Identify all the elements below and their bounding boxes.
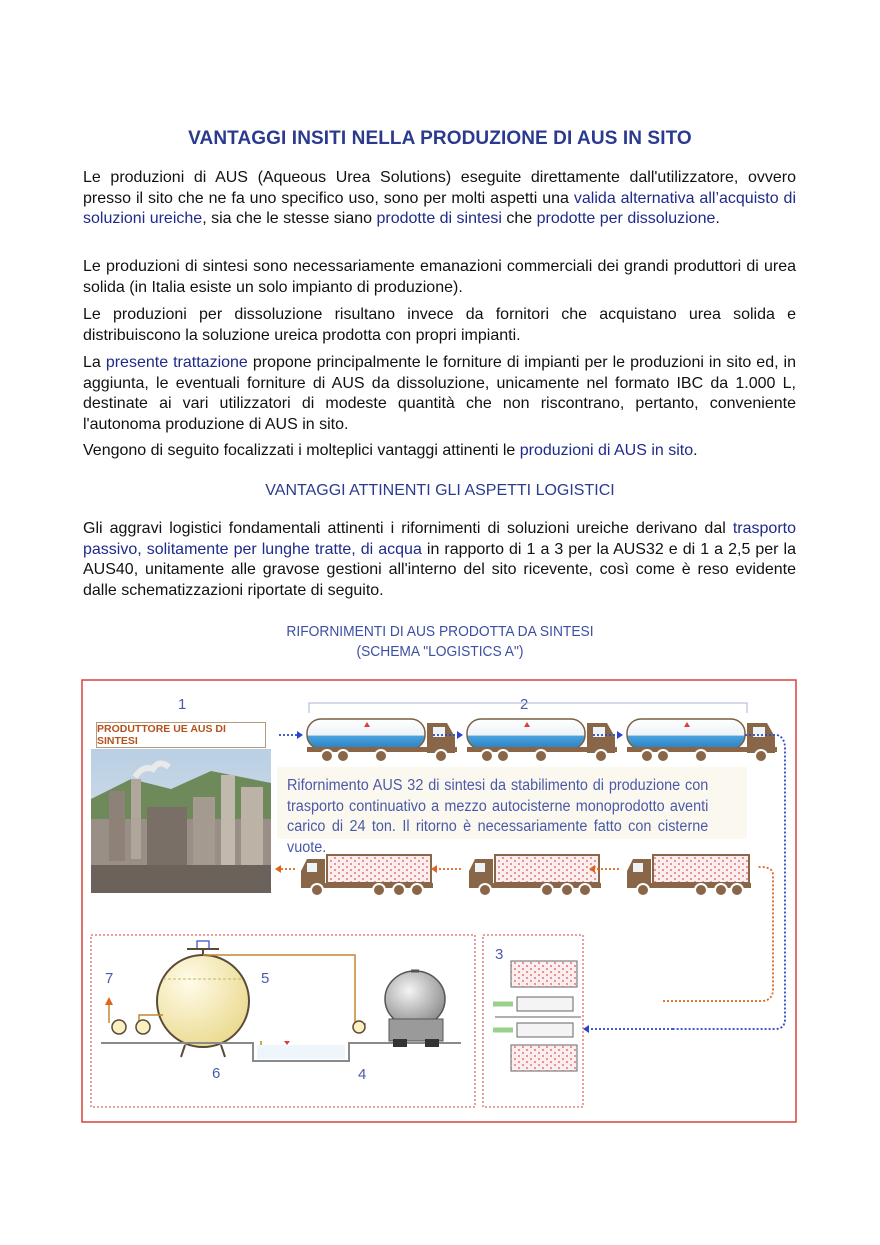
paragraph-dissoluzione: Le produzioni per dissoluzione risultano invece da fornitori che acquistano urea solida e distribuiscono la soluzione ureica prodotta con propri impianti. [83, 306, 796, 344]
step-number-5: 5 [261, 970, 270, 987]
full-truck-2 [467, 719, 617, 762]
diagram-description: Rifornimento AUS 32 di sintesi da stabilimento di produzione con trasporto continuativo a mezzo autocisterne monoprodotto aventi carico di 24 ton. Il ritorno è necessariamente fatto con cisterne vuote. [287, 777, 709, 856]
step-number-3: 3 [495, 946, 504, 963]
paragraph-logistica: Gli aggravi logistici fondamentali attinenti i rifornimenti di soluzioni ureiche derivano dal trasporto passivo, solitamente per lunghe tratte, di acqua in rapporto di 1 a 3 per la AUS32 e di 1 a 2,5 per la AUS40, unitamente alle gravose gestioni all'interno del sito ricevente, così come è reso evidente dalle schematizzazioni riportate di seguito. [83, 520, 796, 599]
full-truck-1 [307, 719, 457, 762]
link-produzioni-in-sito: produzioni di AUS in sito [519, 442, 694, 459]
paragraph-trattazione: La presente trattazione propone principalmente le forniture di impianti per le produzioni in sito ed, in aggiunta, le eventuali forniture di AUS da dissoluzione, unicamente nel formato IBC da 1.000 L, destinate ai vari utilizzatori di modeste quantità che non riscontrano, pertanto, conveniente l'autonoma produzione di AUS in sito. [83, 354, 797, 433]
step-number-2: 2 [520, 696, 529, 713]
figure-caption-line2: (SCHEMA "LOGISTICS A") [356, 643, 524, 660]
paragraph-vantaggi: Vengono di seguito focalizzati i molteplici vantaggi attinenti le produzioni di AUS in sito. [83, 442, 698, 459]
page-title: VANTAGGI INSITI NELLA PRODUZIONE DI AUS IN SITO [188, 128, 692, 149]
factory-photo [91, 749, 271, 893]
paragraph-intro: Le produzioni di AUS (Aqueous Urea Solutions) eseguite direttamente dall'utilizzatore, ovvero presso il sito che ne fa uno specifico uso, sono per molti aspetti una valida alternativa all’acquisto di soluzioni ureiche, sia che le stesse siano prodotte di sintesi che prodotte per dissoluzione. [83, 169, 796, 227]
step-number-1: 1 [178, 696, 187, 713]
link-presente-trattazione: presente trattazione [105, 354, 248, 371]
figure-caption-line1: RIFORNIMENTI DI AUS PRODOTTA DA SINTESI [286, 623, 594, 640]
link-prodotte-dissoluzione: prodotte per dissoluzione [536, 210, 716, 227]
link-prodotte-sintesi: prodotte di sintesi [376, 210, 502, 227]
link-trasporto-passivo: trasporto passivo, solitamente per lunghe tratte, di acqua [83, 520, 796, 558]
tanker-rear [385, 971, 445, 1047]
paragraph-sintesi: Le produzioni di sintesi sono necessariamente emanazioni commerciali dei grandi produttori di urea solida (in Italia esiste un solo impianto di produzione). [83, 258, 796, 296]
link-valida-alternativa: valida alternativa all’acquisto di soluzioni ureiche [83, 189, 796, 227]
producer-label: PRODUTTORE UE AUS DI SINTESI [96, 722, 266, 748]
step-number-4: 4 [358, 1066, 367, 1083]
full-truck-3 [627, 719, 777, 762]
step-number-7: 7 [105, 970, 114, 987]
step-number-6: 6 [212, 1065, 221, 1082]
section-heading: VANTAGGI ATTINENTI GLI ASPETTI LOGISTICI [265, 482, 615, 499]
